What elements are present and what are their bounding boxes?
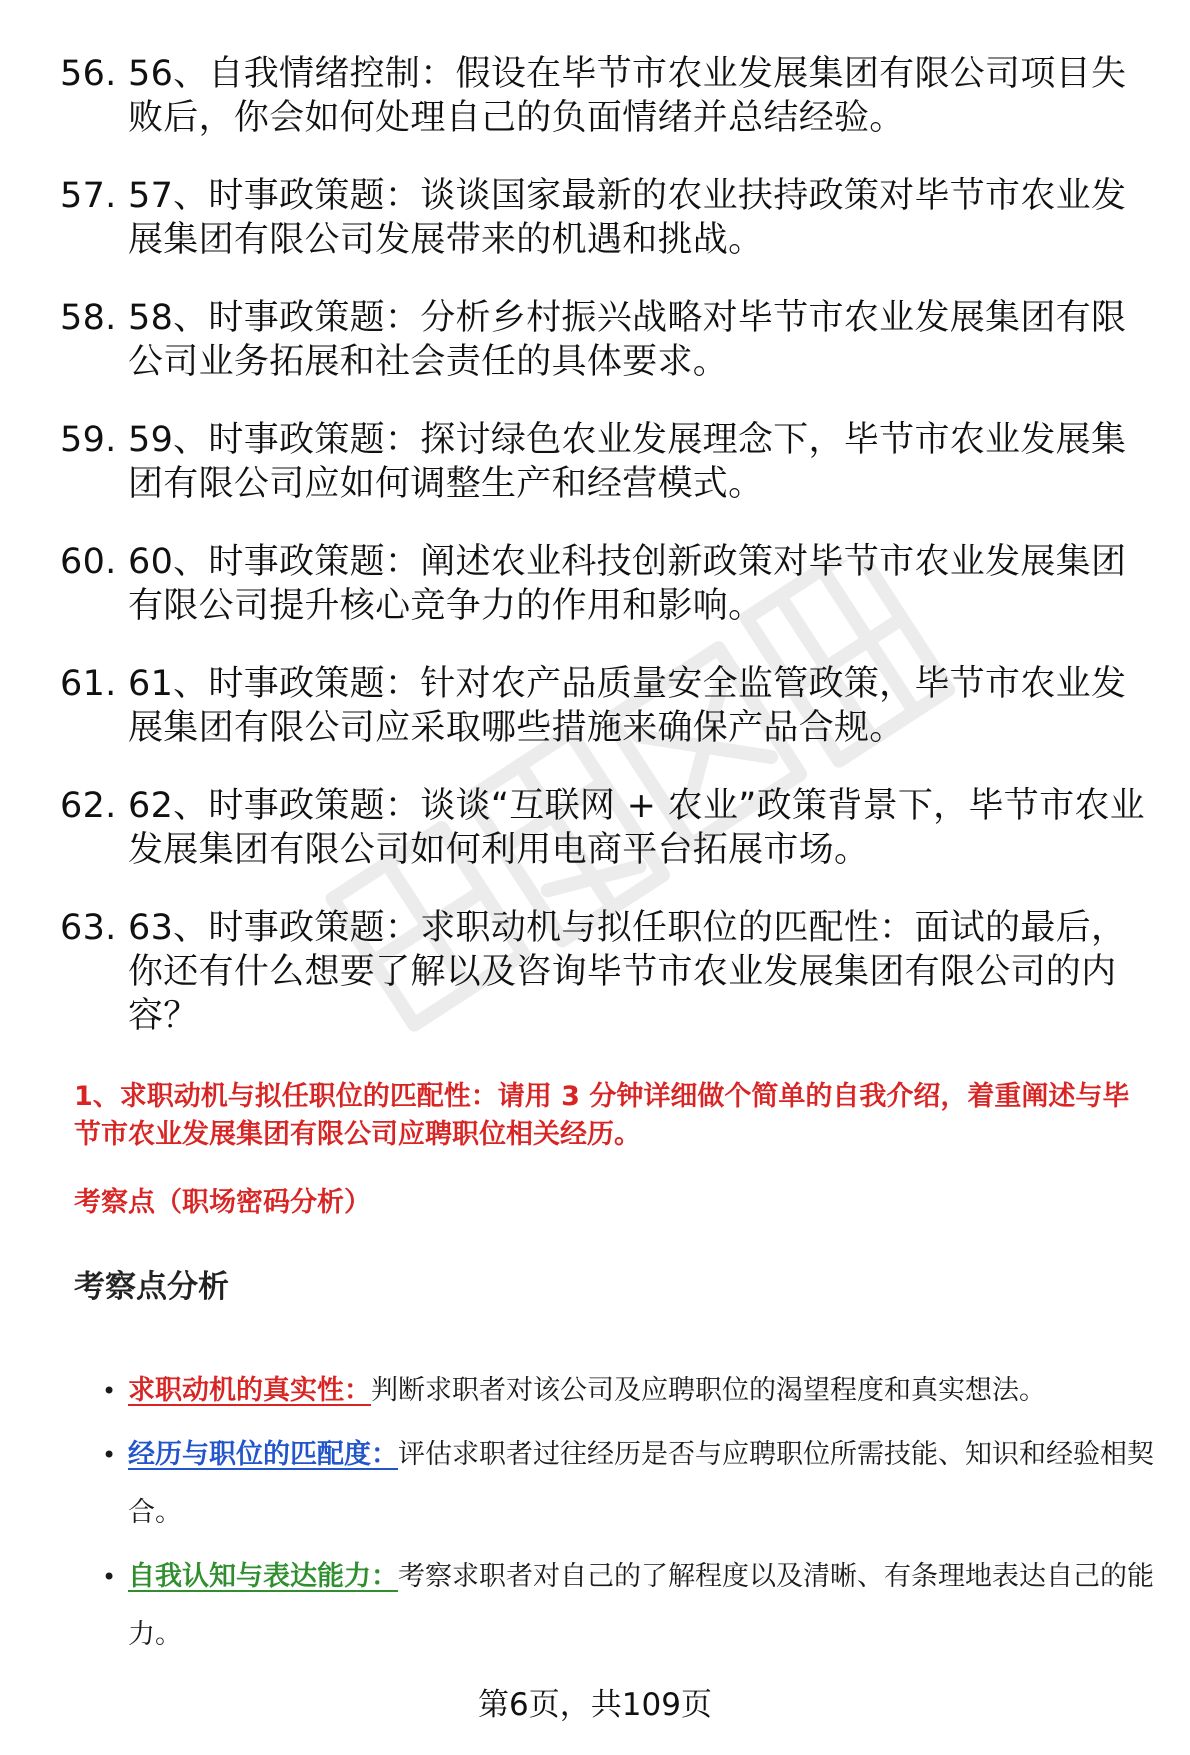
- question-item: [60, 662, 1160, 750]
- analysis-point: [102, 1426, 1158, 1542]
- question-text: 58、时事政策题：分析乡村振兴战略对毕节市农业发展集团有限公司业务拓展和社会责任的具体要求。: [128, 298, 1127, 382]
- question-item: [60, 52, 1160, 140]
- analysis-point-text: 评估求职者过往经历是否与应聘职位所需技能、知识和经验相契合。: [128, 1439, 1154, 1528]
- question-number: 59.: [60, 420, 117, 460]
- question-number: 62.: [60, 786, 117, 826]
- question-text: 57、时事政策题：谈谈国家最新的农业扶持政策对毕节市农业发展集团有限公司发展带来的机遇和挑战。: [128, 176, 1127, 260]
- question-list: [60, 52, 1160, 1072]
- question-text: 56、自我情绪控制：假设在毕节市农业发展集团有限公司项目失败后，你会如何处理自己的负面情绪并总结经验。: [128, 54, 1127, 138]
- analysis-point-list: [102, 1362, 1158, 1670]
- question-number: 60.: [60, 542, 117, 582]
- analysis-point-text: 判断求职者对该公司及应聘职位的渴望程度和真实想法。: [371, 1375, 1046, 1406]
- question-item: [60, 418, 1160, 506]
- question-item: [60, 784, 1160, 872]
- analysis-point-label: 自我认知与表达能力：: [128, 1561, 398, 1592]
- question-text: 63、时事政策题：求职动机与拟任职位的匹配性：面试的最后，你还有什么想要了解以及咨询毕节市农业发展集团有限公司的内容？: [128, 908, 1127, 1036]
- question-number: 56.: [60, 54, 117, 94]
- analysis-point-label: 求职动机的真实性：: [128, 1375, 371, 1406]
- question-item: [60, 540, 1160, 628]
- bullet-icon: •: [102, 1563, 117, 1591]
- bullet-icon: •: [102, 1441, 117, 1469]
- question-number: 57.: [60, 176, 117, 216]
- question-text: 62、时事政策题：谈谈“互联网 + 农业”政策背景下，毕节市农业发展集团有限公司如何利用电商平台拓展市场。: [128, 786, 1145, 870]
- analysis-point: [102, 1362, 1158, 1420]
- question-item: [60, 174, 1160, 262]
- question-number: 58.: [60, 298, 117, 338]
- page-number: 第6页，共109页: [478, 1687, 712, 1723]
- question-number: 61.: [60, 664, 117, 704]
- question-number: 63.: [60, 908, 117, 948]
- question-item: [60, 296, 1160, 384]
- analysis-point-label: 经历与职位的匹配度：: [128, 1439, 398, 1470]
- analysis-heading: 考察点分析: [74, 1269, 229, 1305]
- analysis-point-text: 考察求职者对自己的了解程度以及清晰、有条理地表达自己的能力。: [128, 1561, 1154, 1650]
- bullet-icon: •: [102, 1377, 117, 1405]
- intro-subheading: 考察点（职场密码分析）: [74, 1187, 371, 1218]
- question-item: [60, 906, 1160, 1038]
- question-text: 59、时事政策题：探讨绿色农业发展理念下，毕节市农业发展集团有限公司应如何调整生产和经营模式。: [128, 420, 1127, 504]
- analysis-point: [102, 1548, 1158, 1664]
- question-text: 61、时事政策题：针对农产品质量安全监管政策，毕节市农业发展集团有限公司应采取哪些措施来确保产品合规。: [128, 664, 1127, 748]
- intro-question: 1、求职动机与拟任职位的匹配性：请用 3 分钟详细做个简单的自我介绍，着重阐述与毕节市农业发展集团有限公司应聘职位相关经历。: [74, 1081, 1130, 1150]
- question-text: 60、时事政策题：阐述农业科技创新政策对毕节市农业发展集团有限公司提升核心竞争力的作用和影响。: [128, 542, 1127, 626]
